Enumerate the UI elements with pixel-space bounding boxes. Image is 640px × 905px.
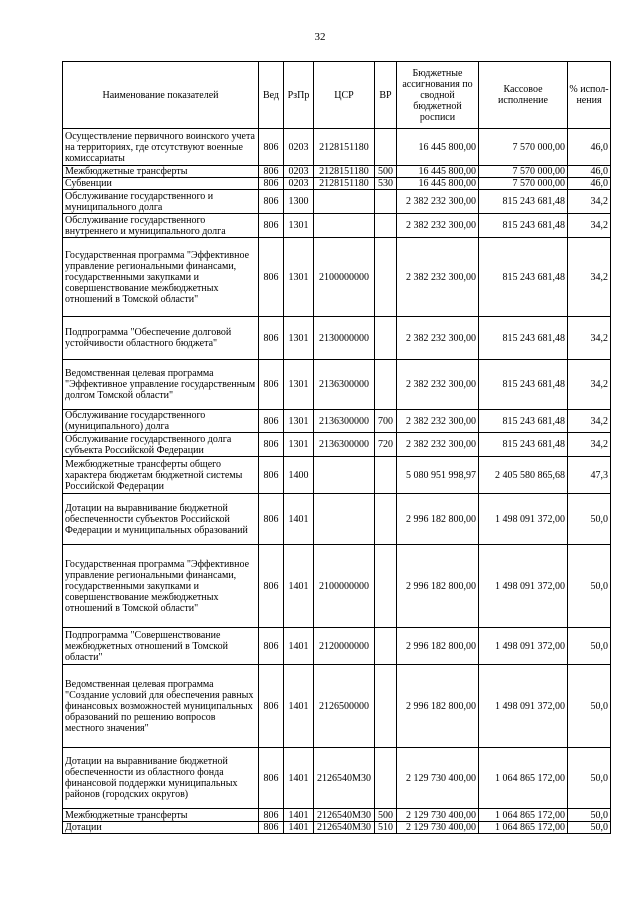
cell-rzpr: 1300 [284,190,314,214]
table-row [63,809,611,822]
cell-pct: 34,2 [568,317,611,360]
cell-ved: 806 [259,129,284,166]
cell-vr [375,317,397,360]
table-row [63,748,611,809]
cell-pct: 50,0 [568,809,611,822]
cell-budget: 2 382 232 300,00 [397,317,479,360]
header-pct: % испол-нения [568,62,611,129]
cell-ved: 806 [259,665,284,748]
cell-vr [375,214,397,238]
cell-cash: 7 570 000,00 [479,129,568,166]
table-row [63,190,611,214]
cell-cash: 815 243 681,48 [479,410,568,433]
cell-pct: 50,0 [568,822,611,834]
cell-name: Дотации [63,822,259,834]
table-row [63,360,611,410]
cell-rzpr: 1401 [284,809,314,822]
cell-csr: 2100000000 [314,238,375,317]
cell-vr: 530 [375,178,397,190]
cell-rzpr: 1301 [284,433,314,457]
cell-csr: 2126540М30 [314,809,375,822]
cell-name: Подпрограмма "Обеспечение долговой устойчивости областного бюджета" [63,317,259,360]
cell-csr [314,457,375,494]
cell-pct: 50,0 [568,665,611,748]
cell-ved: 806 [259,545,284,628]
cell-vr: 720 [375,433,397,457]
cell-name: Государственная программа "Эффективное управление региональными финансами, государственными закупками и совершенствование межбюджетных отношений в Томской области" [63,238,259,317]
cell-csr: 2128151180 [314,178,375,190]
cell-name: Ведомственная целевая программа "Создание условий для обеспечения равных финансовых возможностей муниципальных образований по решению вопросов местного значения" [63,665,259,748]
cell-cash: 815 243 681,48 [479,317,568,360]
cell-ved: 806 [259,410,284,433]
table-row [63,178,611,190]
cell-vr [375,494,397,545]
cell-name: Обслуживание государственного и муниципального долга [63,190,259,214]
cell-rzpr: 1301 [284,410,314,433]
cell-csr [314,214,375,238]
cell-csr [314,190,375,214]
cell-name: Межбюджетные трансферты [63,166,259,178]
cell-cash: 2 405 580 865,68 [479,457,568,494]
cell-vr: 510 [375,822,397,834]
cell-ved: 806 [259,238,284,317]
cell-budget: 2 996 182 800,00 [397,494,479,545]
cell-pct: 34,2 [568,214,611,238]
cell-budget: 2 996 182 800,00 [397,545,479,628]
table-row [63,433,611,457]
cell-pct: 47,3 [568,457,611,494]
cell-name: Обслуживание государственного внутреннего и муниципального долга [63,214,259,238]
cell-pct: 50,0 [568,545,611,628]
cell-ved: 806 [259,178,284,190]
cell-rzpr: 1401 [284,494,314,545]
cell-budget: 2 129 730 400,00 [397,809,479,822]
cell-ved: 806 [259,214,284,238]
cell-name: Обслуживание государственного (муниципального) долга [63,410,259,433]
cell-cash: 1 064 865 172,00 [479,822,568,834]
cell-budget: 2 382 232 300,00 [397,190,479,214]
cell-vr [375,457,397,494]
cell-ved: 806 [259,166,284,178]
header-rzpr: РзПр [284,62,314,129]
cell-csr [314,494,375,545]
table-row [63,214,611,238]
cell-cash: 1 498 091 372,00 [479,628,568,665]
cell-pct: 34,2 [568,238,611,317]
cell-budget: 16 445 800,00 [397,178,479,190]
cell-ved: 806 [259,748,284,809]
table-row [63,457,611,494]
cell-csr: 2128151180 [314,129,375,166]
cell-budget: 2 129 730 400,00 [397,822,479,834]
cell-budget: 16 445 800,00 [397,166,479,178]
cell-cash: 815 243 681,48 [479,214,568,238]
cell-vr [375,129,397,166]
cell-pct: 50,0 [568,628,611,665]
cell-cash: 1 064 865 172,00 [479,809,568,822]
cell-csr: 2120000000 [314,628,375,665]
cell-rzpr: 1400 [284,457,314,494]
cell-rzpr: 1301 [284,317,314,360]
cell-rzpr: 1401 [284,628,314,665]
cell-pct: 50,0 [568,748,611,809]
cell-csr: 2128151180 [314,166,375,178]
header-csr: ЦСР [314,62,375,129]
cell-ved: 806 [259,360,284,410]
cell-cash: 1 498 091 372,00 [479,545,568,628]
header-vr: ВР [375,62,397,129]
cell-vr [375,238,397,317]
cell-vr [375,628,397,665]
header-row [63,62,611,129]
cell-cash: 815 243 681,48 [479,238,568,317]
cell-cash: 1 498 091 372,00 [479,665,568,748]
cell-ved: 806 [259,433,284,457]
table-row [63,166,611,178]
table-row [63,494,611,545]
cell-vr: 500 [375,166,397,178]
cell-ved: 806 [259,494,284,545]
cell-pct: 46,0 [568,178,611,190]
cell-rzpr: 1401 [284,665,314,748]
cell-vr [375,190,397,214]
cell-ved: 806 [259,822,284,834]
cell-cash: 7 570 000,00 [479,166,568,178]
cell-vr: 500 [375,809,397,822]
header-cash: Кассовое исполнение [479,62,568,129]
cell-name: Межбюджетные трансферты общего характера бюджетам бюджетной системы Российской Федерации [63,457,259,494]
table-header [63,62,611,129]
cell-name: Субвенции [63,178,259,190]
cell-csr: 2136300000 [314,410,375,433]
cell-vr [375,545,397,628]
cell-name: Государственная программа "Эффективное управление региональными финансами, государственными закупками и совершенствование межбюджетных отношений в Томской области" [63,545,259,628]
cell-budget: 2 382 232 300,00 [397,214,479,238]
cell-rzpr: 1401 [284,822,314,834]
table-row [63,238,611,317]
cell-pct: 34,2 [568,190,611,214]
cell-csr: 2126540М30 [314,822,375,834]
header-budget: Бюджетные ассигнования по сводной бюджетной росписи [397,62,479,129]
table-row [63,129,611,166]
table-row [63,628,611,665]
table-row [63,410,611,433]
cell-budget: 2 382 232 300,00 [397,433,479,457]
cell-ved: 806 [259,457,284,494]
cell-pct: 50,0 [568,494,611,545]
cell-vr [375,748,397,809]
cell-cash: 815 243 681,48 [479,190,568,214]
cell-ved: 806 [259,809,284,822]
cell-pct: 34,2 [568,360,611,410]
cell-csr: 2126500000 [314,665,375,748]
table-row [63,822,611,834]
cell-csr: 2130000000 [314,317,375,360]
cell-ved: 806 [259,317,284,360]
header-ved: Вед [259,62,284,129]
cell-vr [375,665,397,748]
cell-cash: 815 243 681,48 [479,433,568,457]
cell-budget: 2 382 232 300,00 [397,238,479,317]
cell-rzpr: 1401 [284,545,314,628]
cell-cash: 7 570 000,00 [479,178,568,190]
cell-pct: 34,2 [568,410,611,433]
cell-csr: 2136300000 [314,360,375,410]
cell-cash: 1 498 091 372,00 [479,494,568,545]
cell-name: Осуществление первичного воинского учета на территориях, где отсутствуют военные комиссариаты [63,129,259,166]
cell-vr [375,360,397,410]
budget-table [62,61,611,834]
table-body [63,129,611,834]
cell-ved: 806 [259,628,284,665]
cell-budget: 2 996 182 800,00 [397,665,479,748]
cell-budget: 2 129 730 400,00 [397,748,479,809]
cell-rzpr: 0203 [284,178,314,190]
table-row [63,317,611,360]
cell-name: Межбюджетные трансферты [63,809,259,822]
table-row [63,665,611,748]
cell-rzpr: 0203 [284,166,314,178]
cell-name: Дотации на выравнивание бюджетной обеспеченности из областного фонда финансовой поддержки муниципальных районов (городских округов) [63,748,259,809]
cell-pct: 46,0 [568,129,611,166]
cell-ved: 806 [259,190,284,214]
cell-rzpr: 0203 [284,129,314,166]
cell-budget: 2 996 182 800,00 [397,628,479,665]
cell-name: Обслуживание государственного долга субъекта Российской Федерации [63,433,259,457]
cell-vr: 700 [375,410,397,433]
cell-csr: 2100000000 [314,545,375,628]
cell-cash: 815 243 681,48 [479,360,568,410]
cell-name: Ведомственная целевая программа "Эффективное управление государственным долгом Томской области" [63,360,259,410]
cell-csr: 2136300000 [314,433,375,457]
cell-budget: 16 445 800,00 [397,129,479,166]
cell-name: Подпрограмма "Совершенствование межбюджетных отношений в Томской области" [63,628,259,665]
table-row [63,545,611,628]
cell-cash: 1 064 865 172,00 [479,748,568,809]
cell-rzpr: 1301 [284,360,314,410]
cell-pct: 34,2 [568,433,611,457]
page-number: 32 [314,31,326,43]
cell-name: Дотации на выравнивание бюджетной обеспеченности субъектов Российской Федерации и муниципальных образований [63,494,259,545]
cell-budget: 2 382 232 300,00 [397,360,479,410]
cell-rzpr: 1301 [284,214,314,238]
cell-rzpr: 1301 [284,238,314,317]
cell-budget: 5 080 951 998,97 [397,457,479,494]
header-name: Наименование показателей [63,62,259,129]
cell-csr: 2126540М30 [314,748,375,809]
cell-budget: 2 382 232 300,00 [397,410,479,433]
cell-pct: 46,0 [568,166,611,178]
cell-rzpr: 1401 [284,748,314,809]
